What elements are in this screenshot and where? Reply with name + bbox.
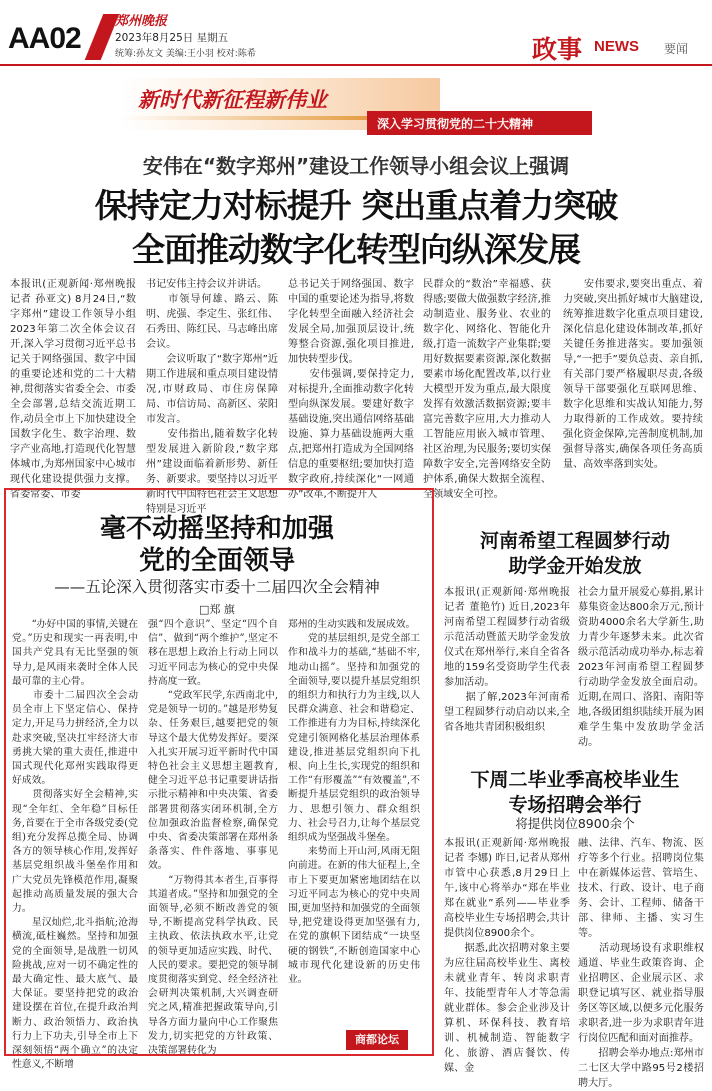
staff-credits: 统筹:孙友文 美编:王小羽 校对:陈希: [115, 49, 256, 59]
editorial-headline-line2: 党的全面领导: [138, 546, 295, 576]
lead-article-column: 总书记关于网络强国、数字中国的重要论述为指导,将数字化转型全面融入经济社会发展全局,加强顶层设计,统筹整合资源,强化项目推进,加快转型步伐。 安伟强调,要保持定力,对标提升,全面推动数字化转型向纵深发展。要建好数字基础设施,突出通信网络基础设施、算力基础设施两大重点,把郑州打造成为全国网络信息的重要枢纽;要加快打造数字政府,持续深化“一网通办”改革,不断提升人: [288, 279, 414, 500]
article-headline-line2: 助学金开始发放: [508, 555, 642, 577]
lead-headline-line1: 保持定力对标提升 突出重点着力突破: [94, 186, 618, 225]
section-title: 政事: [532, 35, 583, 64]
article-headline-line2: 专场招聘会举行: [508, 794, 642, 816]
issue-date: 2023年8月25日 星期五: [115, 32, 229, 44]
masthead-rule: [0, 64, 712, 66]
masthead: [0, 0, 712, 70]
editorial-column: “办好中国的事情,关键在党。”历史和现实一再表明,中国共产党具有无比坚强的领导力,是风雨来袭时全体人民最可靠的主心骨。 市委十二届四次全会动员全市上下坚定信心、保持定力,开足马力拼经济,全力以赴求突破,坚决扛牢经济大市勇挑大梁的重大责任,推进中国式现代化郑州实践取得更好成效。 贯彻落实好全会精神,实现“全年红、全年稳”目标任务,首要在于全市各级党委(党组)充分发挥总揽全局、协调各方的领导核心作用,发挥好基层党组织战斗堡垒作用和广大党员先锋模范作用,凝聚起推动高质量发展的强大合力。 星汉灿烂,北斗指航;沧海横流,砥柱巍然。坚持和加强党的全面领导,是战胜一切风险挑战,应对一切不确定性的最大确定性、最大底气、最大保证。要坚持把党的政治建设摆在首位,在提升政治判断力、政治领悟力、政治执行力上下功夫,引导全市上下深刻领悟“两个确立”的决定性意义,不断增: [12, 619, 138, 1071]
article-headline-line1: 河南希望工程圆梦行动: [479, 530, 670, 552]
paper-logo: 郑州晚报: [115, 14, 168, 29]
page-number: AA02: [8, 22, 81, 55]
section-subtitle: 要闻: [664, 42, 689, 56]
article-column: 本报讯(正观新闻·郑州晚报记者 董艳竹) 近日,2023年河南希望工程圆梦行动省级示范活动暨蓝天助学金发放仪式在郑州举行,来自全省各地的159名受资助学生代表参加活动。 据了解,2023年河南希望工程圆梦行动启动以来,全省各地共青团积极组织: [444, 587, 570, 733]
editorial-column: 强“四个意识”、坚定“四个自信”、做到“两个维护”,坚定不移在思想上政治上行动上同以习近平同志为核心的党中央保持高度一致。 “党政军民学,东西南北中,党是领导一切的。”越是形势复杂、任务艰巨,越要把党的领导这个最大优势发挥好。要深入扎实开展习近平新时代中国特色社会主义思想主题教育,健全习近平总书记重要讲话指示批示精神和中央决策、省委部署贯彻落实闭环机制,全方位加强政治监督检察,确保党中央、省委决策部署在郑州条条落实、件件落地、事事见效。 “万物得其本者生,百事得其道者成。”坚持和加强党的全面领导,必须不断改善党的领导,不断提高党科学执政、民主执政、依法执政水平,让党的领导更加适应实践、时代、人民的要求。要把党的领导制度贯彻落实到党、经全经济社会研判决策机制,大兴调查研究之风,精准把握政策导向,引导各方面力量向中心工作聚焦发力,切实把党的方针政策、决策部署转化为: [148, 619, 278, 1057]
editorial-subtitle: ——五论深入贯彻落实市委十二届四次全会精神: [54, 578, 380, 596]
lead-article-column: 安伟要求,要突出重点、着力突破,突出抓好城市大脑建设,统筹推进数字化重点项目建设,深化信息化建设体制改革,抓好关键任务推进落实。要加强领导,“一把手”要负总责、亲自抓,有关部门要严格履职尽责,各级领导干部要强化互联网思维、数字化思维和实战认知能力,努力取得新的工作成效。要持续强化资金保障,完善制度机制,加强督导落实,确保各项任务高质量、高效率落到实处。: [563, 279, 703, 470]
lead-article-column: 民群众的“数治”幸福感、获得感;要做大做强数字经济,推动制造业、服务业、农业的数字化、网络化、智能化升级,打造一流数字产业集群;要用好数据要素资源,深化数据要素市场化配置改革,以行业大模型开发为重点,最大限度发挥有效激活数据资源;要丰富完善数字应用,大力推动人工智能应用嵌入城市管理、社区治理,为民服务;要切实保障数字安全,完善网络安全防护体系,确保大数据全流程、全领域安全可控。: [423, 279, 551, 500]
section-title-en: NEWS: [594, 38, 639, 55]
lead-pre-title: 安伟在“数字郑州”建设工作领导小组会议上强调: [142, 154, 570, 178]
column-tag: 商都论坛: [346, 1030, 408, 1050]
article-headline-line1: 下周二毕业季高校毕业生: [470, 769, 680, 791]
lead-article-column: 本报讯(正观新闻·郑州晚报记者 孙亚文) 8月24日,“数字郑州”建设工作领导小组2023年第二次全体会议召开,深入学习贯彻习近平总书记关于网络强国、数字中国的重要论述和党的二十大精神,贯彻落实省委全会、市委全会部署,总结交流近期工作,动员全市上下加快建设全国数字化生、数字治理、数字产业高地,打造现代化智慧体城市,为郑州国家中心城市现代化建设提供强力支撑。省委常委、市委: [10, 279, 136, 500]
editorial-headline-line1: 毫不动摇坚持和加强: [99, 514, 334, 544]
editorial-column: 郑州的生动实践和发展成效。 党的基层组织,是党全部工作和战斗力的基础,“基础不牢,地动山摇”。坚持和加强党的全面领导,要以提升基层党组织的组织力和执行力为主线,以人民群众满意、社会和谐稳定、工作推进有力为目标,持续深化党建引领网格化基层治理体系建设,推进基层党组织向下扎根、向上生长,实现党的组织和工作“有形覆盖”“有效覆盖”,不断提升基层党组织的政治领导力、思想引领力、群众组织力、社会号召力,让每个基层党组织成为坚强战斗堡垒。 来势而上开山河,风雨无阻向前进。在新的伟大征程上,全市上下要更加紧密地团结在以习近平同志为核心的党中央周围,更加坚持和加强党的全面领导,把党建设得更加坚强有力,在党的旗帜下团结成“一块坚硬的钢铁”,不断创造国家中心城市现代化建设新的历史伟业。: [288, 619, 420, 986]
article-column: 社会力量开展爱心募捐,累计募集资金达800余万元,预计资助4000余名大学新生,助力青少年逐梦未来。此次省级示范活动成功举办,标志着2023年河南希望工程圆梦行动助学金发放全面启动。近期,在周口、洛阳、南阳等地,各级团组织陆续开展为困难学生集中发放助学金活动。: [578, 587, 704, 748]
article-column: 本报讯(正观新闻·郑州晚报记者 李娜) 昨日,记者从郑州市管中心获悉,8月29日上午,该中心将举办“郑在毕业 郑在就业”系列——毕业季高校毕业生专场招聘会,共计提供岗位8900余个。 据悉,此次招聘对象主要为应往届高校毕业生、离校未就业青年、转岗求职青年、技能型青年人才等急需就业群体。参会企业涉及计算机、环保科技、教育培训、机械制造、智能数字化、旅游、酒店餐饮、传媒、金: [444, 838, 570, 1074]
article-column: 融、法律、汽车、物流、医疗等多个行业。招聘岗位集中在新媒体运营、管培生、技术、行政、设计、电子商务、会计、工程师、储备干部、律师、主播、实习生等。 活动现场设有求职维权通道、毕业生政策咨询、企业招聘区、企业展示区、求职登记填写区、就业指导服务区等区域,以便多元化服务求职者,进一步为求职青年进行岗位匹配和面对面推荐。 招聘会举办地点:郑州市二七区大学中路95号2楼招聘大厅。: [578, 838, 704, 1089]
editorial-author: □郑 旗: [199, 603, 235, 616]
banner-tag: 深入学习贯彻党的二十大精神: [367, 111, 592, 135]
theme-banner: [120, 78, 592, 140]
article-subtitle: 将提供岗位8900余个: [515, 816, 635, 831]
lead-headline-line2: 全面推动数字化转型向纵深发展: [132, 230, 580, 269]
lead-article-column: 书记安伟主持会议并讲话。 市领导何雄、路云、陈明、虎强、李定生、张红伟、石秀田、陈红民、马志峰出席会议。 会议听取了“数字郑州”近期工作进展和重点项目建设情况,市财政局、市住房保障局、市信访局、高新区、荥阳市发言。 安伟指出,随着数字化转型发展进入新阶段,“数字郑州”建设面临着新形势、新任务、新要求。要坚持以习近平新时代中国特色社会主义思想特别是习近平: [146, 279, 278, 515]
banner-title: 新时代新征程新伟业: [138, 87, 327, 112]
